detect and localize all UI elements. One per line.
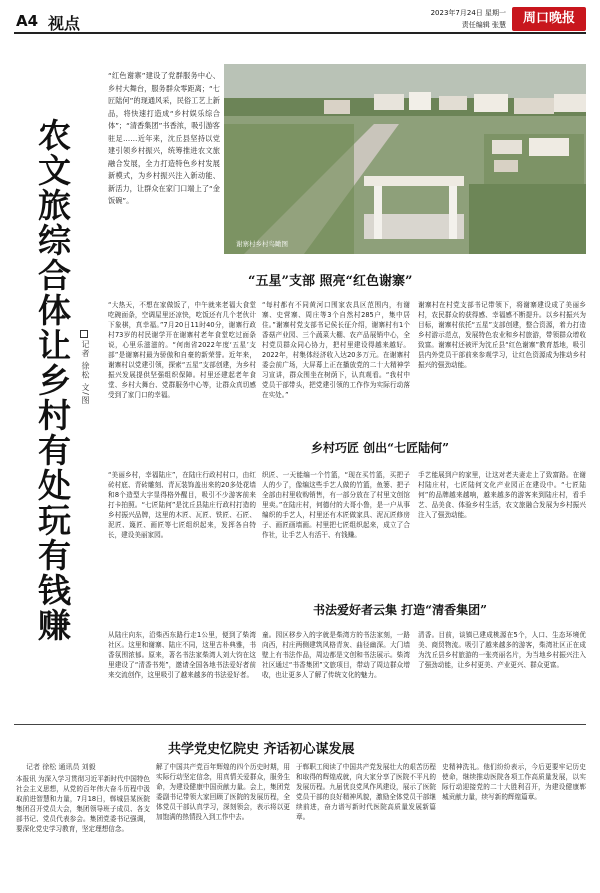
section3-column-3: 清香。目前，谈镇已建成桃源在5个，人口、生态环境优美、商贸物流。吸引了越来越多的游客，柴湾社区正在成为沈丘县乡村旅游的一张亮丽名片，为当地乡村振兴注入了强劲动能，让乡村更美、产业更兴、群众更富。 — [418, 631, 586, 669]
section2-column-2: 织匠、一天能编一个竹篮，“现在买竹篮，买把子人的少了，像编这些手艺人做的竹篮，鱼篓、把子全部由村里收购销售，有一部分放在了村里文创馆里卖。”在陆庄村，何德付的大哥小鲁，是一户从事编织的手艺人，村里还有木匠做家具、泥瓦匠修房子、画匠画墙画。村里把七匠组织起来，成立了合作社，让手艺人有活干、有钱赚。 — [262, 471, 410, 539]
village-aerial-photo — [224, 64, 586, 254]
issue-date: 2023年7月24日 星期一 — [430, 9, 506, 17]
editor-credit: 责任编辑 张慧 — [461, 21, 506, 29]
bottom-article-heading: 共学党史忆院史 齐话初心谋发展 — [168, 742, 355, 757]
section3-column-1: 从陆庄向东，沿柴西东路行走1公里，便到了柴湾社区。这里和谢寨、陆庄不同，这里古朴典雅，书香氛围浓郁。原来，著名书法家柴湾人刘大钧在这里建设了“清香书苑”，邀请全国各地书法爱好者前来交流创作，这里吸引了越来越多的书法爱好者。 — [108, 631, 256, 679]
section2-heading: 乡村巧匠 创出“七匠陆何” — [311, 441, 449, 455]
aerial-photo-illustration — [224, 64, 586, 254]
section2-column-3: 手艺能展到户的家里，让这对老夫妻走上了致富路。在谢村陆庄村，七匠陆何文化产业园正在建设中。“七匠陆何”的品牌越来越响，越来越多的游客来到陆庄村，看手艺、品美食、体验乡村生活，农文旅融合发展为乡村振兴注入了强劲动能。 — [418, 471, 586, 519]
masthead — [14, 6, 586, 34]
byline-box-icon — [80, 330, 88, 338]
bottom-column-3: 于郸职工阅读了中国共产党发展壮大的艰苦历程和取得的辉煌成就，向大家分享了医院不平凡的发展历程。九届优良党风作风建设，展示了医院党员干部的良好精神风貌，激励全体党员干部继续前进，奋力谱写新时代医院高质量发展新篇章。 — [296, 763, 436, 821]
section1-column-1: “大热天，不想在家做饭了，中午就来老福大食堂吃碗面条，空调屋里还凉快，吃饭还有几个老伙计下象棋，真幸福。”7月20日11时40分，谢寨行政村73岁的村民谢学开在谢寨村老年食堂吃过面条说，心里乐滋滋的。“何南省2022年度‘五星’支部”是谢寨村最为骄傲和自豪的新荣誉。近年来，谢寨村以党建引领，探索“五星”支部创建，为乡村振兴发展提供坚强组织保障。村里还建起老年食堂、乡村大舞台、党群服务中心等，让群众真切感受到了家门口的幸福。 — [108, 301, 256, 399]
bottom-column-4: 史精神洗礼。他们纷纷表示，今后更要牢记历史使命，继续推动医院各项工作高质量发展，以实际行动迎接党的二十大胜利召开，为建设健康郸城贡献力量，续写新的辉煌篇章。 — [442, 763, 586, 801]
section3-heading: 书法爱好者云集 打造“清香集团” — [313, 603, 487, 617]
photo-caption: 谢寨村乡村鸟瞰图 — [236, 240, 288, 248]
bottom-column-2: 解了中国共产党百年辉煌的四个历史时期，用实际行动坚定信念，用真情关爱群众，服务生命，为建设健康中国贡献力量。会上，集团党委副书记带领大家回顾了医院的发展历程，全体党员干部认真学习，深刻领会，表示将以更加饱满的热情投入到工作中去。 — [156, 763, 290, 821]
section1-column-2: “每村都有不同黄河口围家农具区范围内，有谢寨、史营寨、周庄等3个自然村285户，集中居住。”谢寨村党支部书记侯长征介绍，谢寨村有1个香菇产业园、三个蔬菜大棚、农产品展销中心，全村党员群众同心协力，把村里建设得越来越好。2022年，村集体经济收入达20多万元。在谢寨村委会前广场，大屏幕上正在播放党的二十大精神学习宣讲，群众围坐在树荫下，认真观看。“我村中党员干部带头，把党建引领的工作作为实际行动落在实处。” — [262, 301, 410, 399]
section-title: 视点 — [48, 14, 81, 33]
article-title: 农文旅综合体让乡村有处玩有钱赚 — [33, 118, 72, 643]
section3-column-2: 童。园区移步入的字就是柴湾方的书法家刻，一路向西，村庄两侧建筑风格青灰、曲径幽深。大门墙壁上有书法作品，周边都是文创和书法展示。柴湾社区通过“书香集团”文旅项目，带动了周边群众增收，也让更多人了解了传统文化的魅力。 — [262, 631, 410, 679]
section1-heading: “五星”支部 照亮“红色谢寨” — [248, 274, 413, 289]
newspaper-logo: 周口晚报 — [512, 7, 586, 31]
bottom-article-byline: 记者 徐松 通讯员 刘毅 — [26, 763, 96, 771]
section2-column-1: “美丽乡村，幸福陆庄”，在陆庄行政村村口，由红砖村底、青砖雕刻、青瓦装饰盖出来的20多处花墙和8个造型大字显得格外醒目，吸引不少游客前来打卡拍照。“七匠陆何”是沈丘县陆庄行政村打造的乡村振兴品牌，这里的木匠、瓦匠、铁匠、石匠、泥匠、篾匠、画匠等七匠组织起来，发挥各自特长，建设美丽家园。 — [108, 471, 256, 539]
article-divider — [14, 724, 586, 725]
bottom-column-1: 本报讯 为深入学习贯彻习近平新时代中国特色社会主义思想，从党的百年伟大奋斗历程中汲取前进智慧和力量，7月18日，郸城县某医院集团召开党员大会，集团领导班子成员、各支部书记、党员代表参会。集团党委书记强调，要深化党史学习教育，坚定理想信念。 — [16, 775, 150, 833]
article-byline: 记者 徐松 文/图 — [81, 340, 90, 405]
page-number: A4 — [16, 12, 39, 30]
article-intro: “红色谢寨”建设了党群服务中心、乡村大舞台，服务群众零距离；“七匠陆何”的现通风采，民俗工艺上新品，将快速打造成“乡村娱乐综合体”；“清香集团”书香浓，吸引游客驻足……近年来，沈丘县坚持以党建引领乡村振兴，统筹推进农文旅融合发展，全力打造特色乡村发展新模式，为乡村振兴注入新动能、新活力，让群众在家门口端上了“金饭碗”。 — [108, 71, 220, 205]
section1-column-3: 谢寨村在村党支部书记带领下，将谢寨建设成了美丽乡村，农民群众的获得感、幸福感不断提升。以乡村振兴为目标，谢寨村依托“五星”支部创建，整合资源，着力打造乡村游示范点，发展特色农业和乡村旅游，带领群众增收致富。谢寨村还被评为沈丘县“红色谢寨”教育基地，吸引县内外党员干部前来参观学习，让红色资源成为推动乡村振兴的强劲动能。 — [418, 301, 586, 369]
